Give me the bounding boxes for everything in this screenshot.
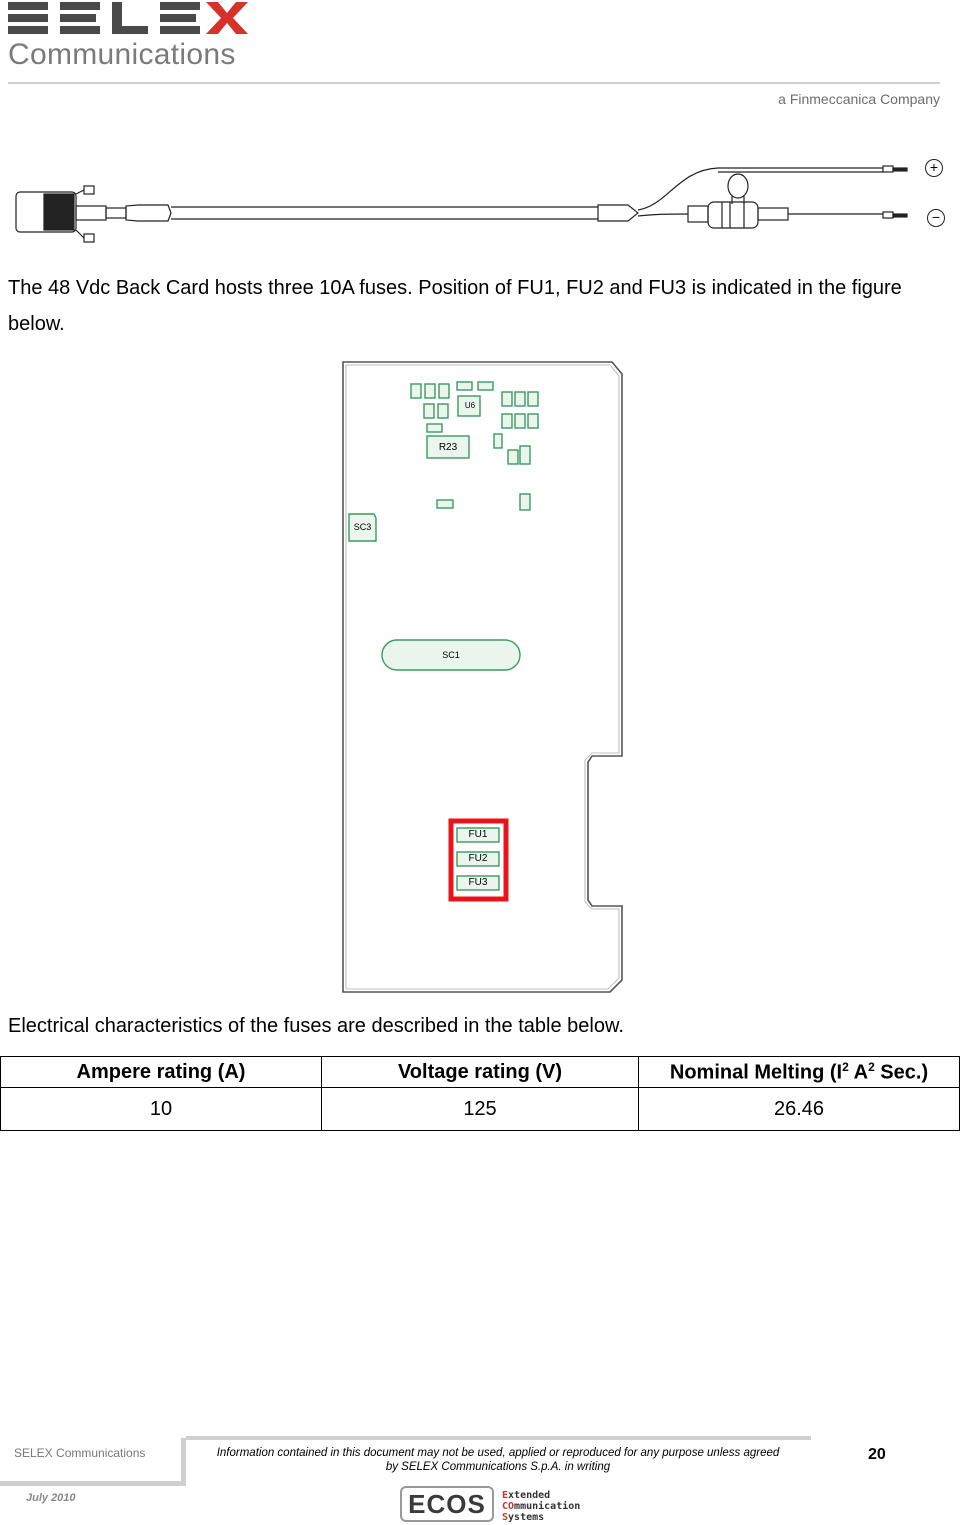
footer-date: July 2010 xyxy=(26,1492,76,1504)
u6-label: U6 xyxy=(464,401,476,410)
fuse-characteristics-table xyxy=(0,1056,960,1131)
minus-terminal-icon: − xyxy=(927,209,945,227)
back-card-board-figure xyxy=(340,360,630,1001)
column-header-melting: Nominal Melting ($I^2$ $A^2$ Sec.) xyxy=(639,1057,960,1088)
fu3-label: FU3 xyxy=(468,877,488,888)
cell-voltage: 125 xyxy=(322,1088,639,1131)
sc1-label: SC1 xyxy=(442,650,460,660)
selex-logo xyxy=(8,0,248,41)
plus-terminal-icon: + xyxy=(925,159,943,177)
footer-company: SELEX Communications xyxy=(14,1446,146,1460)
fu1-label: FU1 xyxy=(468,829,488,840)
cell-ampere: 10 xyxy=(1,1088,322,1131)
ecos-legend: Extended COmmunication Systems xyxy=(502,1490,581,1523)
column-header-ampere: Ampere rating (A) xyxy=(1,1057,322,1088)
table-row xyxy=(1,1088,960,1131)
logo-subtitle: Communications xyxy=(8,38,236,71)
header-divider xyxy=(8,82,940,84)
table-header-row xyxy=(1,1057,960,1088)
sc3-label: SC3 xyxy=(353,522,372,532)
r23-label: R23 xyxy=(438,442,458,453)
column-header-voltage: Voltage rating (V) xyxy=(322,1057,639,1088)
table-intro-paragraph: Electrical characteristics of the fuses are described in the table below. xyxy=(8,1015,624,1037)
ecos-logo: ECOS xyxy=(400,1486,494,1522)
intro-paragraph: The 48 Vdc Back Card hosts three 10A fuses. Position of FU1, FU2 and FU3 is indicated in the figure below. xyxy=(8,277,902,335)
footer-confidentiality-notice: Information contained in this document may not be used, applied or reproduced for any purpose unless agreed by SELEX Communications S.p.A. in writing xyxy=(216,1447,780,1473)
company-tagline: a Finmeccanica Company xyxy=(778,91,940,107)
cell-melting: 26.46 xyxy=(639,1088,960,1131)
fu2-label: FU2 xyxy=(468,853,488,864)
power-cable-figure xyxy=(8,150,953,255)
page-number: 20 xyxy=(868,1446,886,1463)
